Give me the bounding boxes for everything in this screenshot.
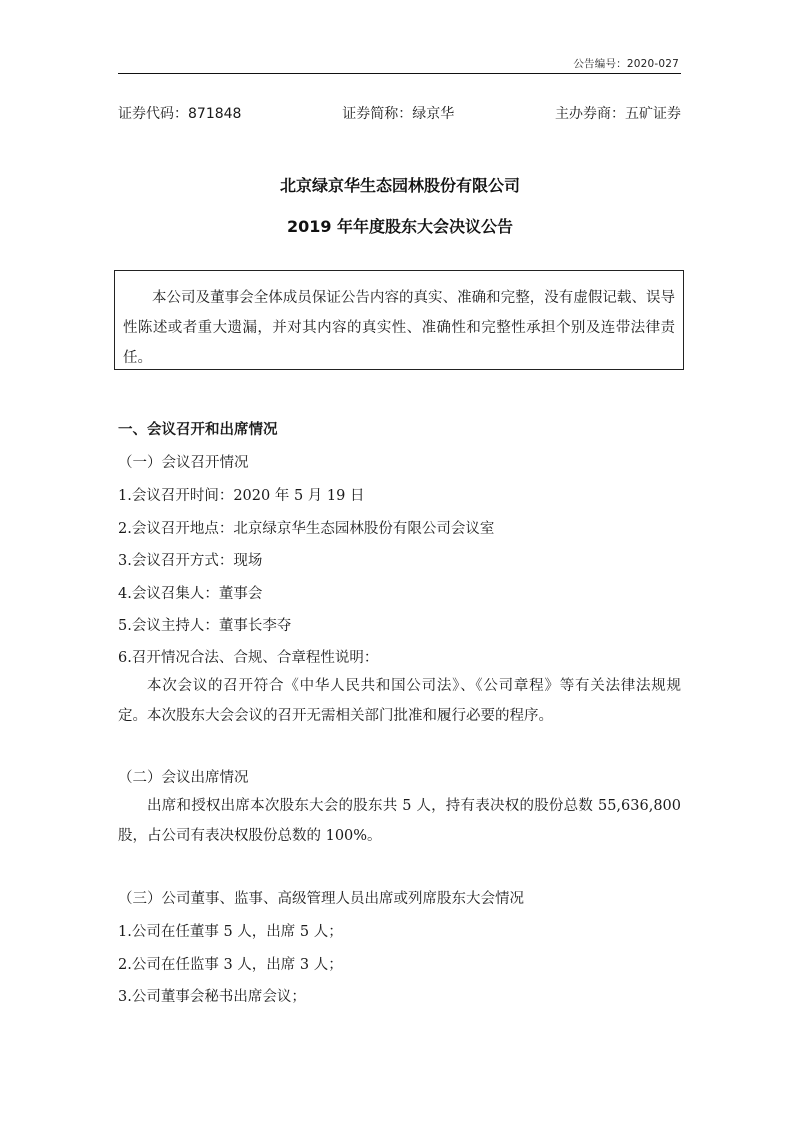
list-item: 5.会议主持人：董事长李夺 xyxy=(118,618,292,634)
company-title: 北京绿京华生态园林股份有限公司 xyxy=(279,176,520,195)
list-item: 1.会议召开时间：2020 年 5 月 19 日 xyxy=(118,488,365,504)
list-item: 4.会议召集人：董事会 xyxy=(118,586,263,602)
attendance-paragraph xyxy=(118,791,681,851)
subsection-heading-officers: （三）公司董事、监事、高级管理人员出席或列席股东大会情况 xyxy=(118,891,524,907)
compliance-paragraph xyxy=(118,671,681,731)
compliance-text: 本次会议的召开符合《中华人民共和国公司法》、《公司章程》等有关法律法规规定。本次股东大会会议的召开无需相关部门批准和履行必要的程序。 xyxy=(118,678,681,724)
announcement-title: 2019 年年度股东大会决议公告 xyxy=(286,217,514,236)
subsection-heading-convening: （一）会议召开情况 xyxy=(118,455,249,471)
subsection-heading-attendance: （二）会议出席情况 xyxy=(118,770,249,786)
list-item: 2.会议召开地点：北京绿京华生态园林股份有限公司会议室 xyxy=(118,521,495,537)
responsibility-notice-text: 本公司及董事会全体成员保证公告内容的真实、准确和完整，没有虚假记载、误导性陈述或者重大遗漏，并对其内容的真实性、准确性和完整性承担个别及连带法律责任。 xyxy=(123,290,675,366)
header-rule xyxy=(118,73,681,74)
announcement-number: 公告编号：2020-027 xyxy=(573,58,679,70)
attendance-text: 出席和授权出席本次股东大会的股东共 5 人，持有表决权的股份总数 55,636,800 股，占公司有表决权股份总数的 100%。 xyxy=(118,798,681,844)
list-item: 2.公司在任监事 3 人，出席 3 人； xyxy=(118,957,343,973)
securities-short-name: 证券简称：绿京华 xyxy=(342,106,455,122)
sponsor-broker: 主办券商：五矿证券 xyxy=(554,106,681,122)
securities-info-row xyxy=(118,103,681,123)
list-item: 3.会议召开方式：现场 xyxy=(118,553,263,569)
list-item: 3.公司董事会秘书出席会议； xyxy=(118,989,306,1005)
securities-code: 证券代码：871848 xyxy=(118,106,242,122)
list-item: 1.公司在任董事 5 人，出席 5 人； xyxy=(118,924,343,940)
section-heading-meeting: 一、会议召开和出席情况 xyxy=(118,422,278,438)
responsibility-notice-box xyxy=(114,270,684,370)
list-item: 6.召开情况合法、合规、合章程性说明： xyxy=(118,650,379,666)
